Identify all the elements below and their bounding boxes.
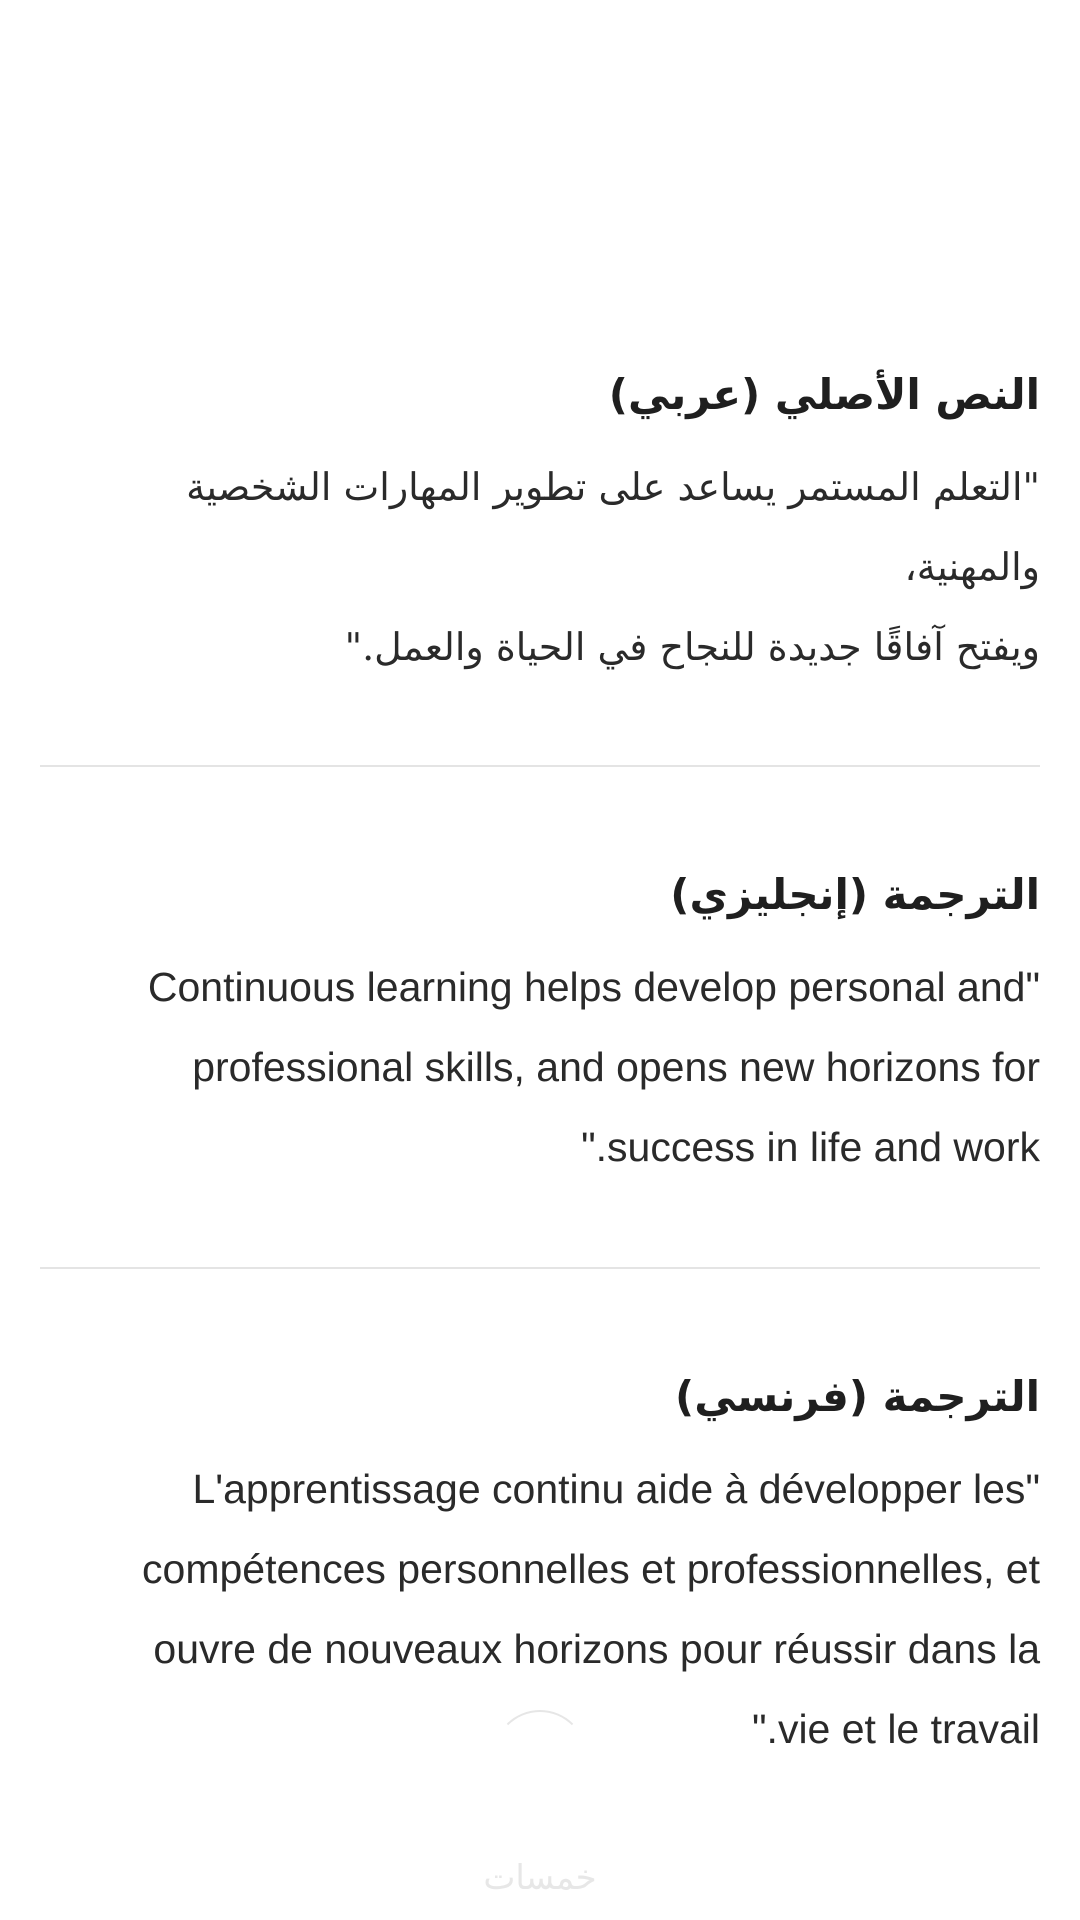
- section-french-translation: [40, 1367, 1040, 1769]
- english-text: [40, 947, 1040, 1187]
- english-text-line: success in life and work.": [581, 1124, 1040, 1170]
- english-text-line: professional skills, and opens new horizons for: [192, 1044, 1040, 1090]
- translation-content: [40, 365, 1040, 1769]
- section-heading-french: الترجمة (فرنسي): [675, 1372, 1040, 1421]
- french-text-line: ouvre de nouveaux horizons pour réussir dans la: [153, 1626, 1040, 1672]
- english-text-line: "Continuous learning helps develop personal and: [147, 964, 1040, 1010]
- arabic-text: [40, 447, 1040, 687]
- section-english-translation: [40, 865, 1040, 1187]
- watermark-logo: خمسات: [483, 1858, 597, 1898]
- section-heading-arabic: النص الأصلي (عربي): [608, 370, 1040, 419]
- arabic-text-line: "التعلم المستمر يساعد على تطوير المهارات الشخصية والمهنية،: [186, 465, 1040, 589]
- section-heading-english: الترجمة (إنجليزي): [670, 870, 1040, 919]
- section-divider: [40, 1267, 1040, 1269]
- french-text-line: compétences personnelles et professionnelles, et: [142, 1546, 1040, 1592]
- loading-spinner-icon: [493, 1710, 587, 1804]
- french-text-line: "L'apprentissage continu aide à développer les: [192, 1466, 1040, 1512]
- french-text-line: vie et le travail.": [751, 1706, 1040, 1752]
- section-arabic-original: [40, 365, 1040, 687]
- arabic-text-line: ويفتح آفاقًا جديدة للنجاح في الحياة والعمل.": [344, 625, 1040, 669]
- section-divider: [40, 765, 1040, 767]
